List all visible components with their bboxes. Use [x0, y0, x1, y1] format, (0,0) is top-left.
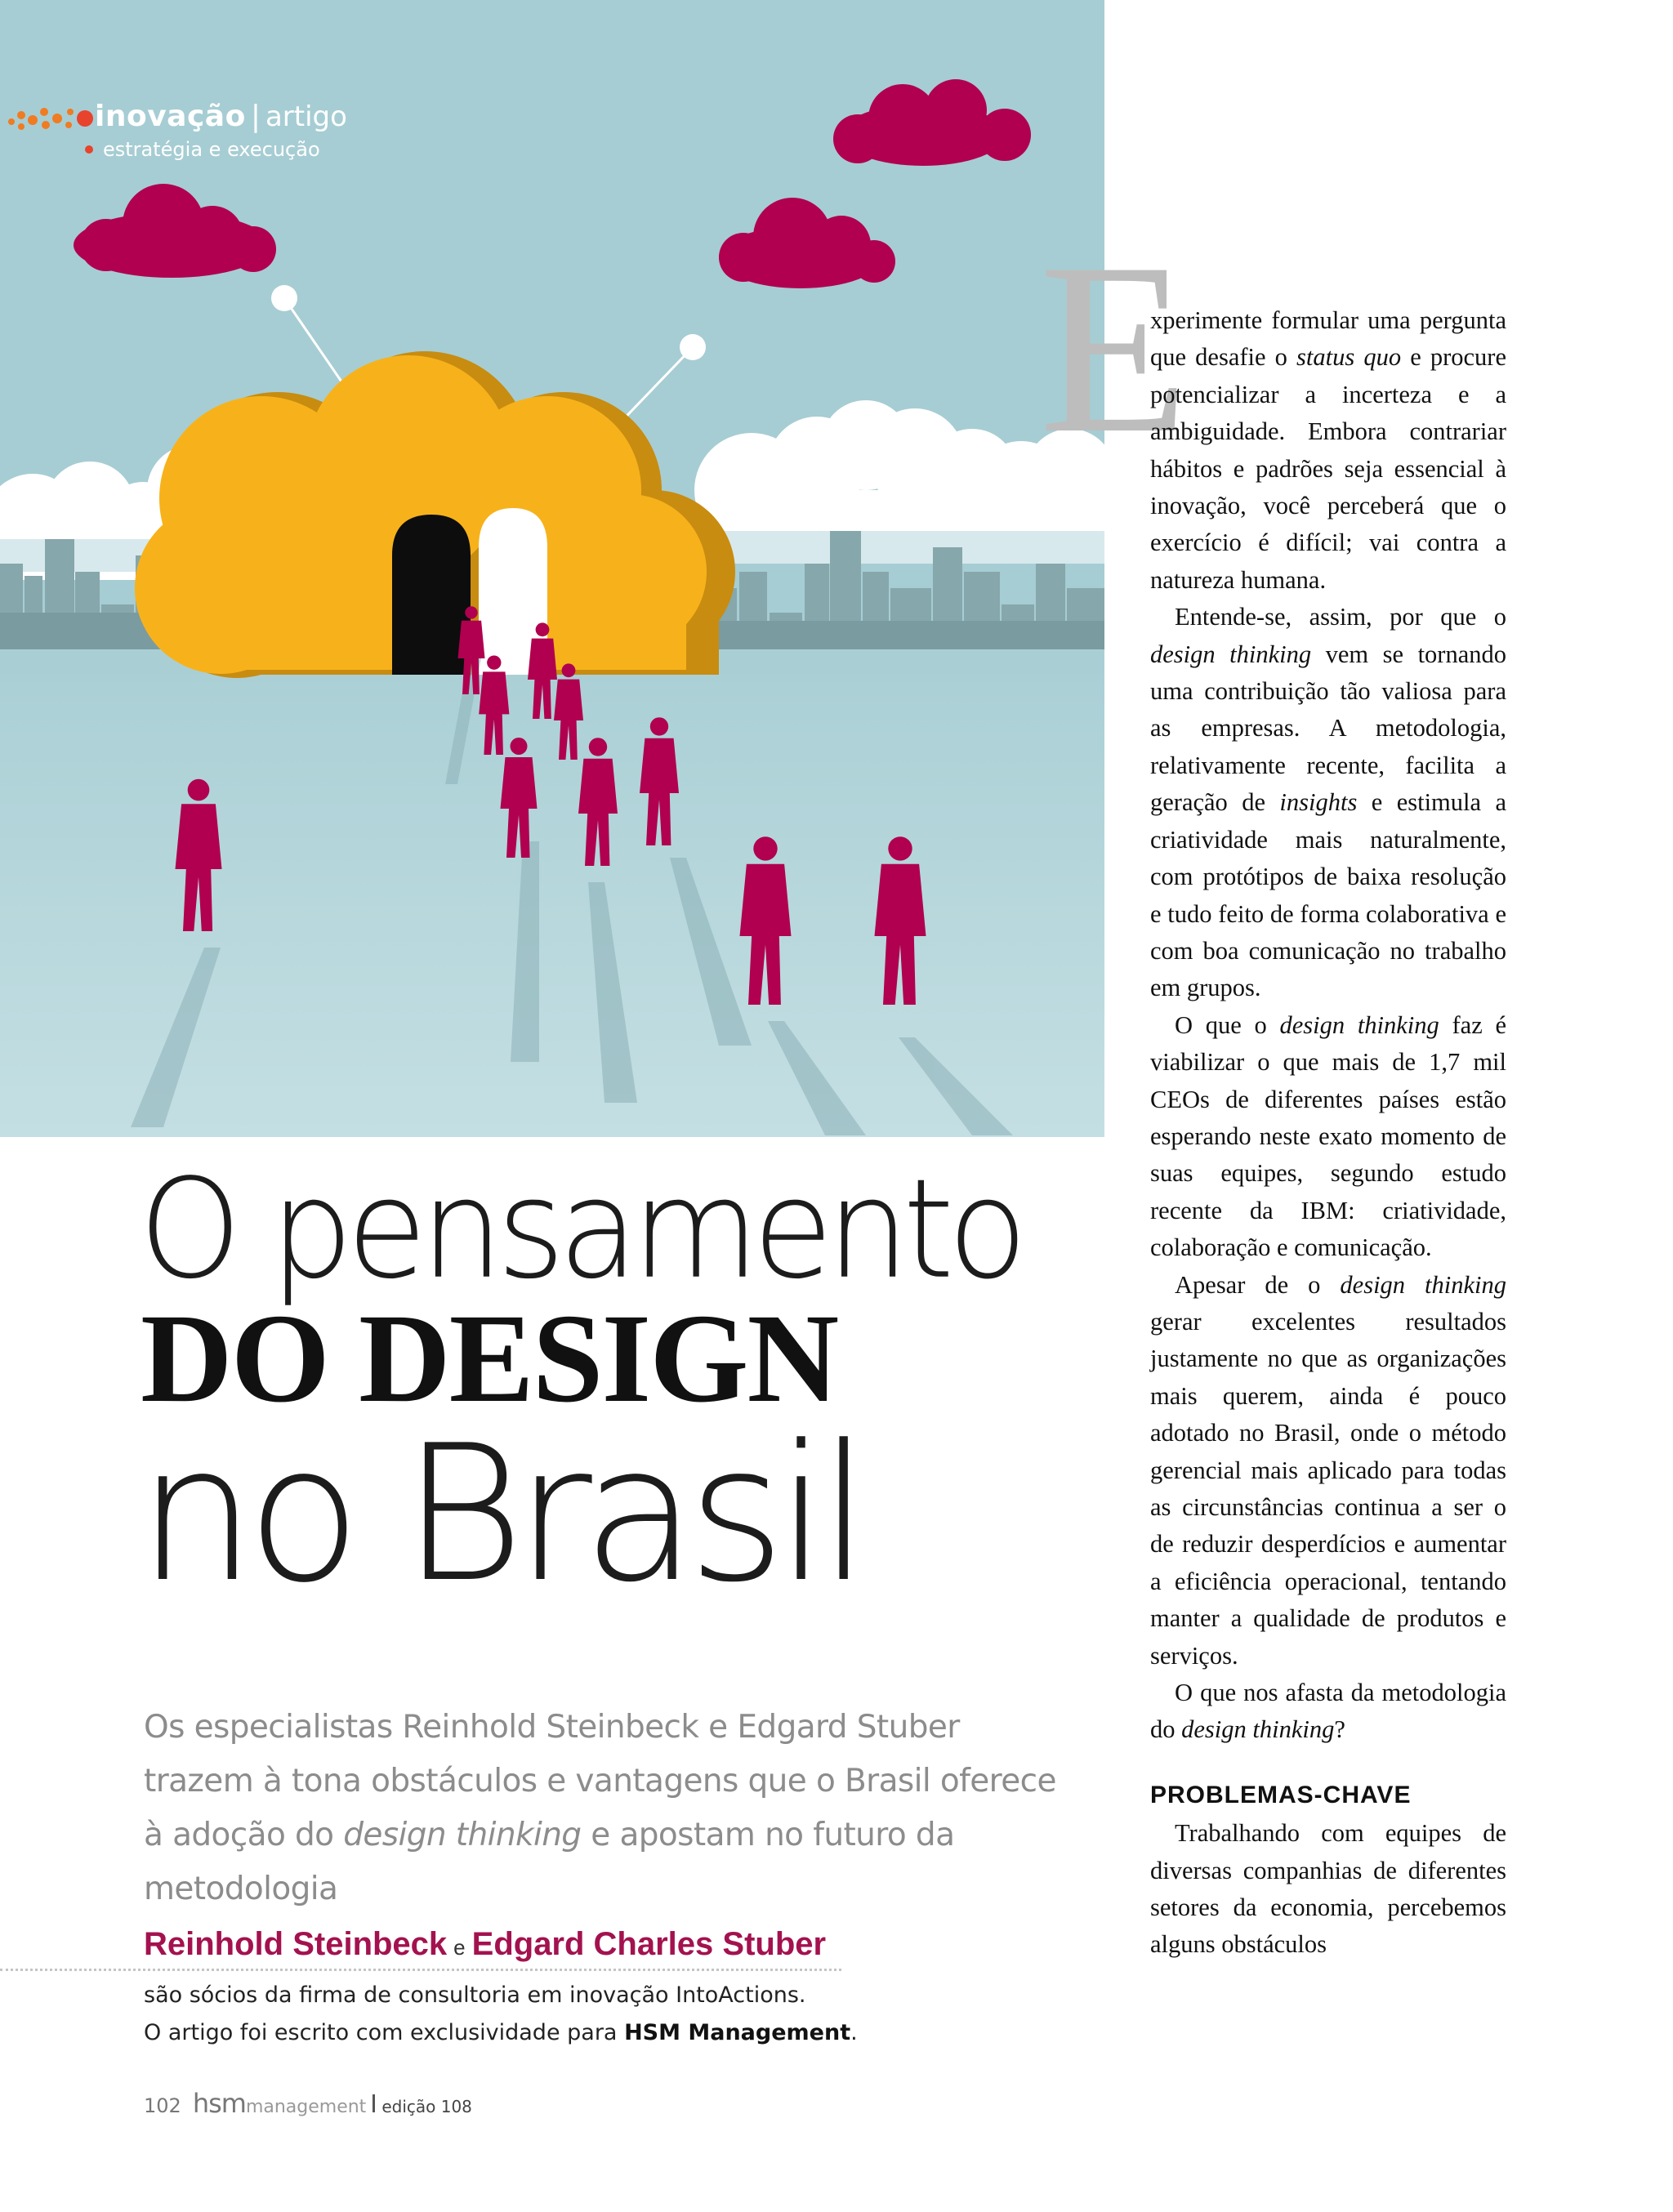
footer-edition: edição 108: [381, 2097, 472, 2116]
paragraph-5-a: O que nos afasta da metodologia do: [1150, 1679, 1506, 1744]
paragraph-3: [1150, 1007, 1506, 1267]
cloud-doors-illustration: [0, 0, 1104, 1137]
paragraph-3-emphasis: design thinking: [1279, 1010, 1439, 1039]
author-conjunction: e: [453, 1935, 466, 1960]
footer-brand-management: management: [245, 2097, 367, 2117]
paragraph-3-a: O que o: [1175, 1010, 1280, 1039]
title-line-3: no Brasil: [137, 1406, 861, 1624]
drop-cap: E: [1039, 212, 1189, 484]
paragraph-2-emphasis-1: design thinking: [1150, 640, 1312, 668]
paragraph-1-rest: e procure potencializar a incerteza e a ambiguidade. Embora contrariar hábitos e padrões seja essencial à inovação, você perceberá que o exercício é difícil; vai contra a natureza humana.: [1150, 343, 1506, 594]
author-bio: [144, 1977, 858, 2052]
section-tag-main: inovação: [95, 100, 246, 133]
section-tag-separator: |: [250, 100, 261, 133]
author-bio-line-1: são sócios da firma de consultoria em inovação IntoActions.: [144, 1982, 806, 2008]
page-footer: [144, 2088, 472, 2119]
page-number: 102: [144, 2094, 181, 2117]
paragraph-6: Trabalhando com equipes de diversas companhias de diferentes setores da economia, percebemos alguns obstáculos: [1150, 1819, 1506, 1959]
paragraph-2-c: e estimula a criatividade mais naturalmente, com protótipos de baixa resolução e tudo feito de forma colaborativa e com boa comunicação no trabalho em grupos.: [1150, 788, 1506, 1002]
author-bio-prefix: O artigo foi escrito com exclusividade para: [144, 2020, 625, 2045]
title-line-2: DO DESIGN: [141, 1287, 838, 1429]
subtitle-part-2: e apostam no futuro da metodologia: [144, 1817, 955, 1907]
paragraph-2-a: Entende-se, assim, por que o: [1175, 603, 1506, 631]
paragraph-1-text: xperimente formular uma pergunta que desafie o: [1150, 306, 1506, 372]
author-divider: [0, 1969, 841, 1971]
title-line-1: O pensamento: [139, 1148, 1021, 1309]
paragraph-2-emphasis-2: insights: [1279, 788, 1358, 817]
author-bio-suffix: .: [850, 2020, 858, 2045]
section-tag-sub: artigo: [265, 100, 347, 133]
paragraph-5-b: ?: [1334, 1715, 1345, 1744]
section-heading: PROBLEMAS-CHAVE: [1150, 1781, 1412, 1808]
paragraph-4: [1150, 1267, 1506, 1675]
dots-logo-icon: [7, 100, 95, 133]
author-name-2: Edgard Charles Stuber: [471, 1926, 827, 1962]
article-body: [1150, 302, 1506, 1964]
author-byline: [144, 1926, 826, 1963]
paragraph-3-b: faz é viabilizar o que mais de 1,7 mil CEOs de diferentes países estão esperando neste exato momento de suas equipes, segundo estudo recente da IBM: criatividade, colaboração e comunicação.: [1150, 1010, 1506, 1262]
paragraph-4-emphasis: design thinking: [1340, 1270, 1506, 1299]
paragraph-2: [1150, 599, 1506, 1006]
paragraph-5-emphasis: design thinking: [1181, 1715, 1335, 1744]
subtitle-emphasis: design thinking: [343, 1817, 582, 1853]
paragraph-2-b: vem se tornando uma contribuição tão valiosa para as empresas. A metodologia, relativamente recente, facilita a geração de: [1150, 640, 1506, 817]
subtitle-part-1: Os especialistas Reinhold Steinbeck e Edgard Stuber trazem à tona obstáculos e vantagens que o Brasil oferece à adoção do: [144, 1709, 1056, 1853]
paragraph-5: [1150, 1675, 1506, 1749]
paragraph-4-b: gerar excelentes resultados justamente no que as organizações mais querem, ainda é pouco adotado no Brasil, onde o método gerencial mais aplicado para todas as circunstâncias continua a ser o de reduzir desperdícios e aumentar a eficiência operacional, tentando manter a qualidade de produtos e serviços.: [1150, 1307, 1506, 1670]
author-bio-line-2: [144, 2014, 858, 2052]
author-bio-brand: HSM Management: [624, 2020, 851, 2045]
cover-illustration: [0, 0, 1104, 1137]
subtitle: [144, 1701, 1059, 1916]
paragraph-1: [1150, 302, 1506, 599]
section-tag: [7, 100, 347, 161]
bullet-dot-icon: [85, 145, 93, 154]
paragraph-1-emphasis: status quo: [1296, 343, 1402, 372]
paragraph-4-a: Apesar de o: [1175, 1270, 1341, 1299]
footer-separator: [373, 2094, 375, 2112]
section-tag-second: estratégia e execução: [103, 138, 320, 161]
author-name-1: Reinhold Steinbeck: [144, 1926, 448, 1962]
footer-brand-hsm: hsm: [192, 2088, 246, 2119]
